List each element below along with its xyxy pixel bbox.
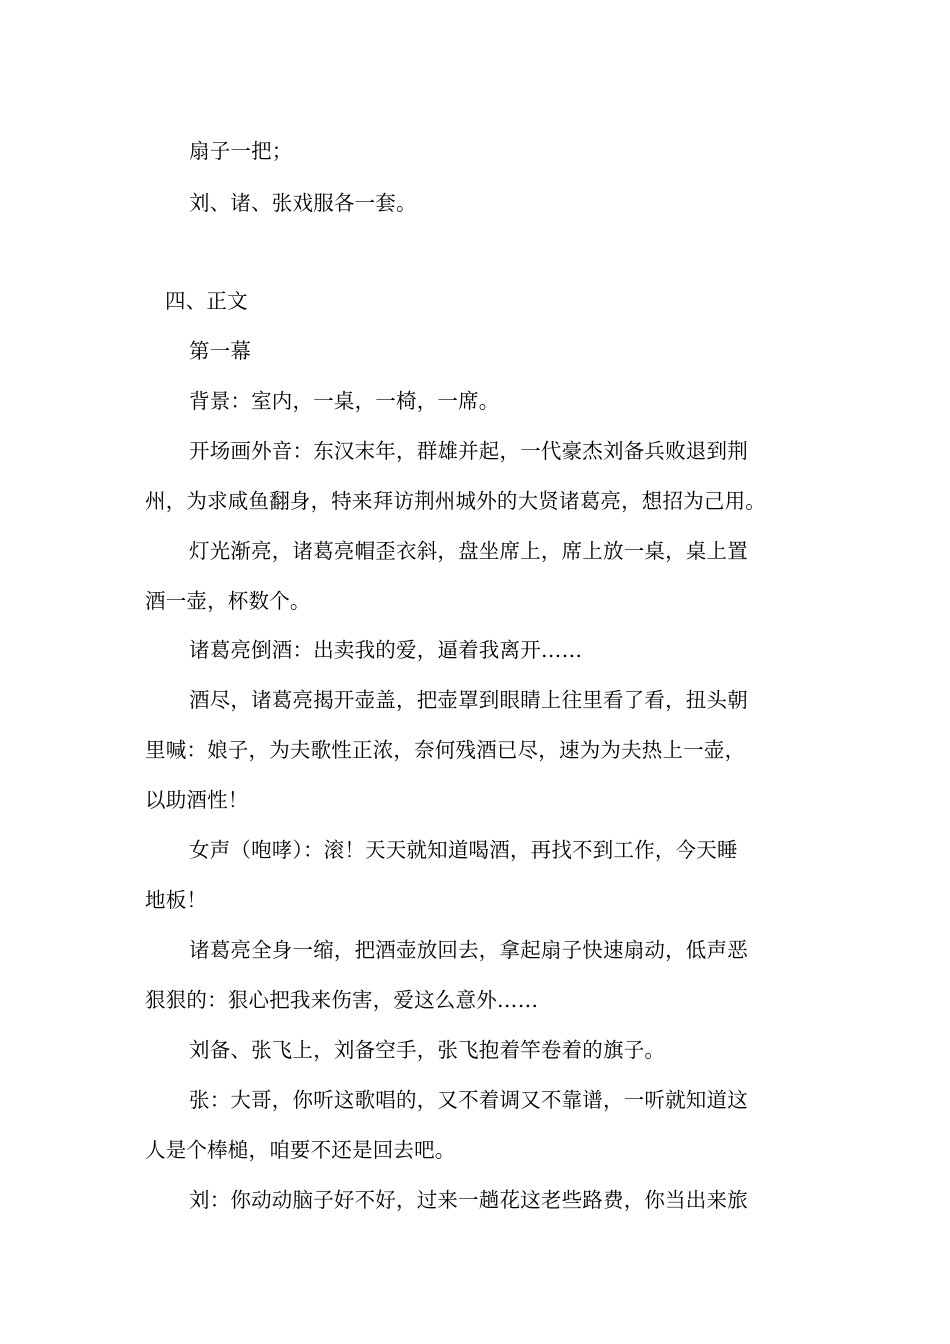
- text-line: 狠狠的：狠心把我来伤害，爱这么意外……: [145, 988, 539, 1012]
- text-line: 诸葛亮全身一缩，把酒壶放回去，拿起扇子快速扇动，低声恶: [189, 938, 748, 962]
- text-line: 州，为求咸鱼翻身，特来拜访荆州城外的大贤诸葛亮，想招为己用。: [145, 489, 766, 513]
- text-line: 地板！: [145, 888, 208, 912]
- text-line: 酒一壶，杯数个。: [145, 589, 311, 613]
- text-line: 张：大哥，你听这歌唱的，又不着调又不靠谱，一听就知道这: [189, 1088, 748, 1112]
- text-line: 刘：你动动脑子好不好，过来一趟花这老些路费，你当出来旅: [189, 1188, 748, 1212]
- text-line: 女声（咆哮）：滚！天天就知道喝酒，再找不到工作，今天睡: [189, 838, 738, 862]
- text-line: 里喊：娘子，为夫歌性正浓，奈何残酒已尽，速为为夫热上一壶，: [145, 738, 746, 762]
- text-line: 灯光渐亮，诸葛亮帽歪衣斜，盘坐席上，席上放一桌，桌上置: [189, 539, 748, 563]
- text-line: 刘备、张飞上，刘备空手，张飞抱着竿卷着的旗子。: [189, 1038, 666, 1062]
- section-heading: 四、正文: [165, 289, 248, 313]
- text-line: 以助酒性！: [145, 788, 249, 812]
- text-line: 刘、诸、张戏服各一套。: [189, 191, 417, 215]
- text-line: 扇子一把；: [189, 139, 293, 163]
- text-line: 人是个棒槌，咱要不还是回去吧。: [145, 1138, 456, 1162]
- text-line: 开场画外音：东汉末年，群雄并起，一代豪杰刘备兵败退到荆: [189, 439, 748, 463]
- text-line: 酒尽，诸葛亮揭开壶盖，把壶罩到眼睛上往里看了看，扭头朝: [189, 688, 748, 712]
- text-line: 背景：室内，一桌，一椅，一席。: [189, 389, 500, 413]
- text-line: 诸葛亮倒酒：出卖我的爱，逼着我离开……: [189, 638, 583, 662]
- act-title: 第一幕: [189, 339, 252, 363]
